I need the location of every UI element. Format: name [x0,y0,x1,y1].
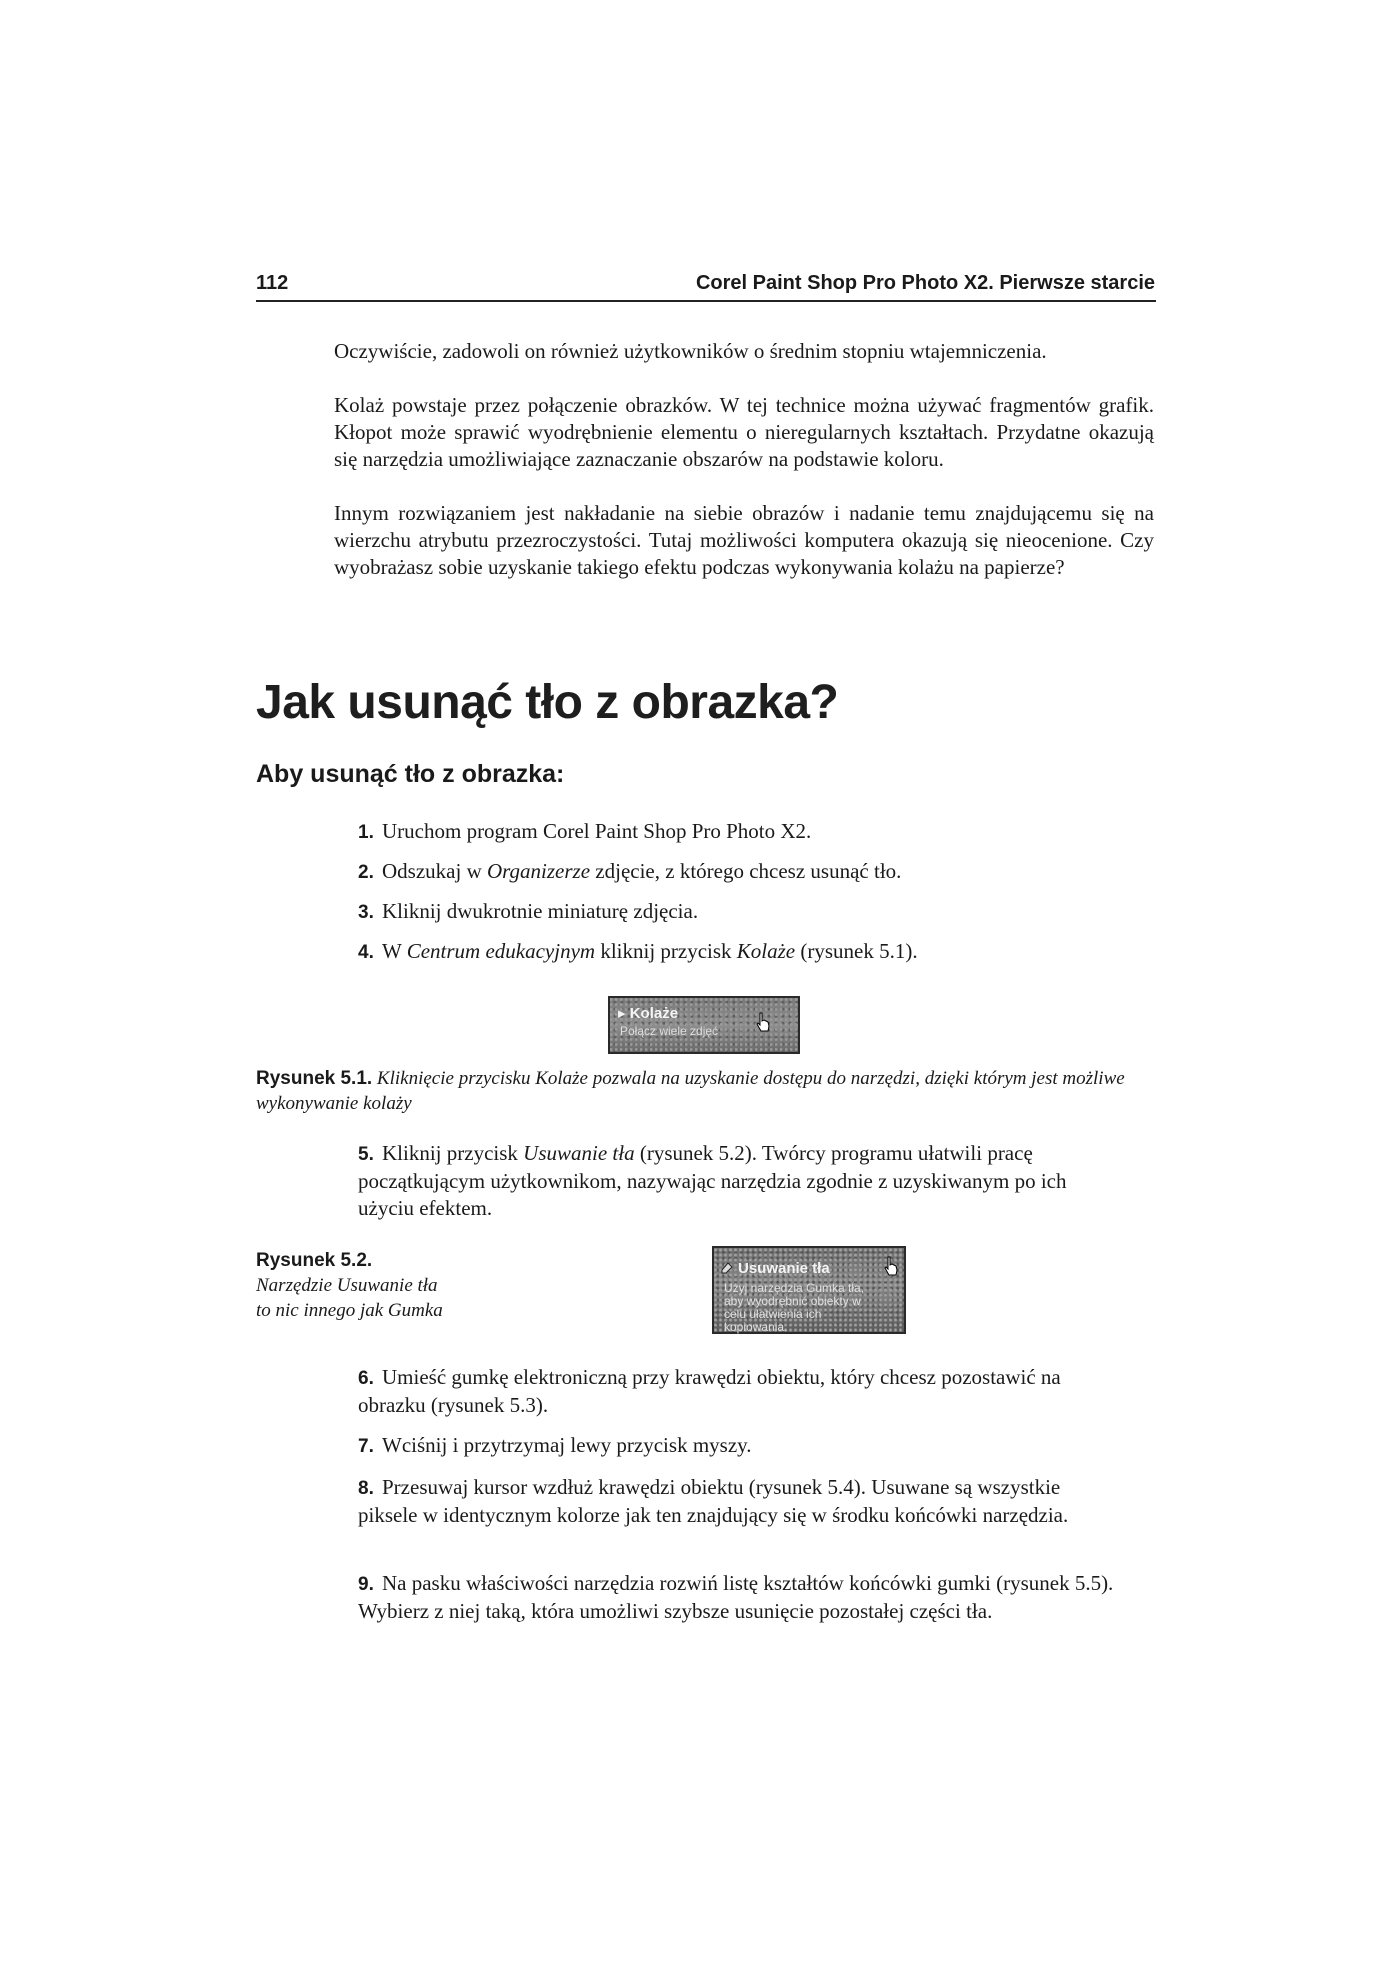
step-5 [358,1140,1118,1222]
caption-lead: Rysunek 5.1. [256,1068,373,1089]
step-text: Kliknij dwukrotnie miniaturę zdjęcia. [382,899,699,923]
step-8 [358,1474,1118,1529]
step-text: Uruchom program Corel Paint Shop Pro Photo X2. [382,819,812,843]
caption-text: Narzędzie Usuwanie tła to nic innego jak Gumka [256,1275,443,1321]
step-1 [358,818,1118,846]
page-number: 112 [256,272,289,294]
step-text: kliknij przycisk [595,939,737,963]
caption-lead: Rysunek 5.2. [256,1250,373,1271]
step-text: Przesuwaj kursor wzdłuż krawędzi obiektu (rysunek 5.4). Usuwane są wszystkie piksele w identycznym kolorze jak ten znajdujący się w środku końcówki narzędzia. [358,1475,1069,1527]
caption-text: Kliknięcie przycisku Kolaże pozwala na uzyskanie dostępu do narzędzi, dzięki którym jest możliwe wykonywanie kolaży [256,1068,1125,1114]
section-subheading: Aby usunąć tło z obrazka: [256,760,565,788]
step-4 [358,938,1118,966]
step-6 [358,1364,1118,1419]
figure-usuwanie-tla-button [712,1246,906,1334]
step-emphasis: Usuwanie tła [523,1141,635,1165]
step-2 [358,858,1118,886]
hand-pointer-icon [756,1012,770,1034]
step-text: (rysunek 5.1). [795,939,918,963]
paragraph-3: Innym rozwiązaniem jest nakładanie na siebie obrazów i nadanie temu znajdującemu się na wierzchu atrybutu przezroczystości. Tutaj możliwości komputera okazują się nieocenione. Czy wyobrażasz sobie uzyskanie takiego efektu podczas wykonywania kolażu na papierze? [334,501,1154,579]
step-emphasis: Organizerze [486,859,591,883]
step-number: 6. [358,1368,374,1389]
step-number: 1. [358,822,374,843]
figure-2-caption [256,1248,456,1323]
step-number: 2. [358,862,374,883]
step-3 [358,898,1118,926]
step-number: 7. [358,1436,374,1457]
step-9 [358,1570,1118,1625]
figure-kolaze-button [608,996,800,1054]
paragraph-1: Oczywiście, zadowoli on również użytkowników o średnim stopniu wtajemniczenia. [334,339,1047,363]
step-number: 8. [358,1478,374,1499]
section-heading: Jak usunąć tło z obrazka? [256,676,839,729]
step-number: 9. [358,1574,374,1595]
paragraph-2: Kolaż powstaje przez połączenie obrazków. W tej technice można używać fragmentów grafik. Kłopot może sprawić wyodrębnienie elementu o nieregularnych kształtach. Przydatne okazują się narzędzia umożliwiające zaznaczanie obszarów na podstawie koloru. [334,393,1154,471]
usuwanie-tla-label: Usuwanie tła [738,1260,830,1277]
eraser-icon [720,1260,734,1274]
kolaze-label: ▸ Kolaże [618,1005,679,1022]
usuwanie-tla-sublabel: Użyj narzędzia Gumka tła, aby wyodrębnić obiekty w celu ułatwienia ich kopiowania. [724,1281,865,1334]
step-number: 3. [358,902,374,923]
step-text: Na pasku właściwości narzędzia rozwiń listę kształtów końcówki gumki (rysunek 5.5). Wybierz z niej taką, która umożliwi szybsze usunięcie pozostałej części tła. [358,1571,1114,1623]
step-number: 4. [358,942,374,963]
step-emphasis: Centrum edukacyjnym [406,939,596,963]
step-text: zdjęcie, z którego chcesz usunąć tło. [590,859,902,883]
step-text: Wciśnij i przytrzymaj lewy przycisk myszy. [382,1433,752,1457]
hand-pointer-icon [884,1256,898,1278]
step-number: 5. [358,1144,374,1165]
step-text: (rysunek 5.2). Twórcy programu ułatwili pracę początkującym użytkownikom, nazywając narzędzia zgodnie z uzyskiwanym po ich użyciu efektem. [358,1141,1067,1220]
step-emphasis: Kolaże [736,939,796,963]
step-text: W [382,939,407,963]
kolaze-sublabel: Połącz wiele zdjęć [620,1024,719,1038]
header-rule [256,300,1156,302]
step-text: Umieść gumkę elektroniczną przy krawędzi obiektu, który chcesz pozostawić na obrazku (rysunek 5.3). [358,1365,1061,1417]
step-7 [358,1432,1118,1460]
running-title: Corel Paint Shop Pro Photo X2. Pierwsze starcie [695,272,1155,294]
step-text: Kliknij przycisk [382,1141,524,1165]
step-text: Odszukaj w [382,859,487,883]
figure-1-caption [256,1066,1156,1116]
